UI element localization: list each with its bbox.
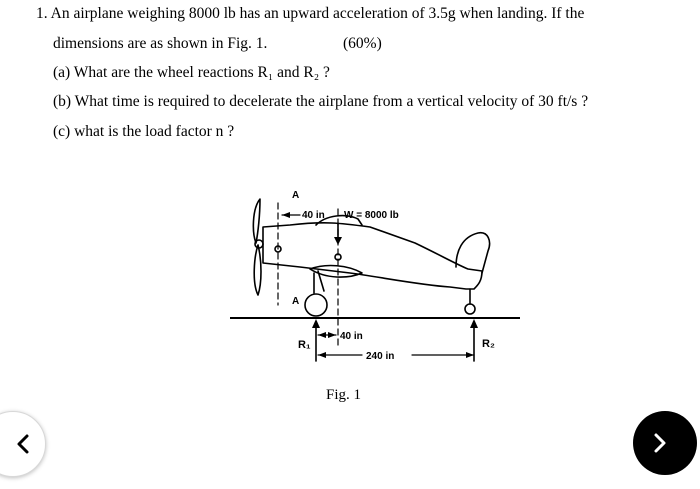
previous-button[interactable] [0,411,46,477]
main-wheel [305,294,327,316]
dim-240: 240 in [366,351,395,362]
question-c: (c) what is the load factor n ? [53,123,235,140]
chevron-left-icon [13,433,35,455]
chevron-right-icon [648,432,670,454]
label-a-top: A [292,190,300,201]
problem-percent: (60%) [343,35,382,52]
tail-wheel [465,304,475,314]
r2-label: R₂ [482,338,495,350]
airplane-diagram [230,185,520,380]
question-b: (b) What time is required to decelerate the airplane from a vertical velocity of 30 ft/s ? [53,93,589,110]
problem-line-1: 1. An airplane weighing 8000 lb has an upward acceleration of 3.5g when landing. If the [36,5,585,22]
next-button[interactable] [633,411,697,475]
dim-40-top: 40 in [302,210,325,221]
tail-fin [456,233,490,273]
r1-label: R₁ [298,339,311,351]
question-a: (a) What are the wheel reactions R₁ and R₂ ? [53,64,330,81]
figure-caption: Fig. 1 [326,387,362,403]
dim-40-bottom: 40 in [340,331,363,342]
weight-label: W = 8000 lb [344,210,399,221]
problem-line-2: dimensions are as shown in Fig. 1. [53,35,268,52]
label-a-bottom: A [292,296,300,307]
fuselage [263,223,482,289]
